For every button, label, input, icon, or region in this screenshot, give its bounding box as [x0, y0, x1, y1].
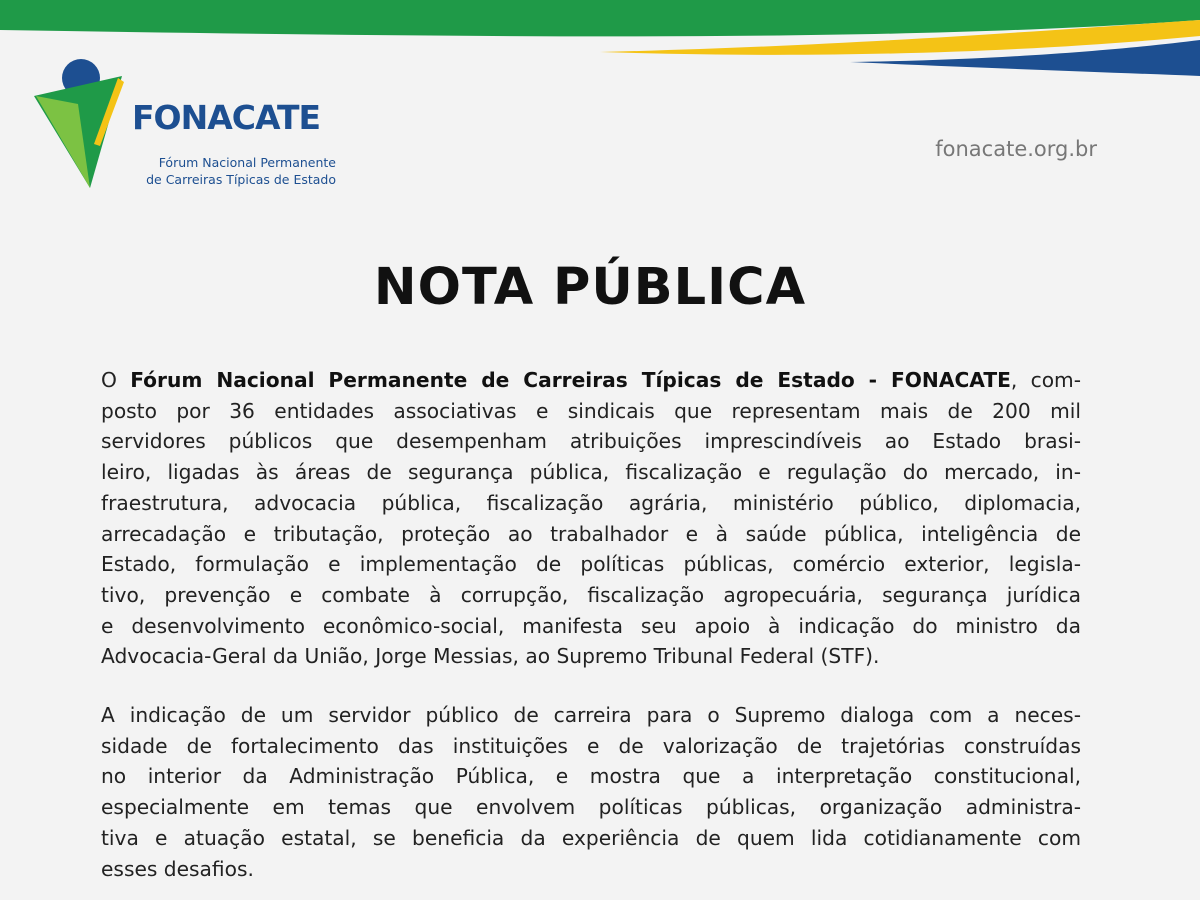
- paragraph-line: arrecadação e tributação, proteção ao trabalhador e à saúde pública, inteligência de: [101, 521, 1081, 546]
- paragraph-line: tiva e atuação estatal, se beneficia da experiência de quem lida cotidianamente com: [101, 825, 1081, 850]
- paragraph-line: esses desafios.: [101, 856, 254, 881]
- paragraph-line: servidores públicos que desempenham atribuições imprescindíveis ao Estado brasi-: [101, 429, 1081, 454]
- paragraph-line: sidade de fortalecimento das instituições e de valorização de trajetórias construídas: [101, 733, 1081, 758]
- paragraph-2: [101, 700, 1081, 884]
- flag-color-banner: [0, 0, 1200, 90]
- brand-name: FONACATE: [132, 98, 321, 137]
- brand-subtitle: [136, 154, 336, 188]
- paragraph-line: no interior da Administração Pública, e mostra que a interpretação constitucional,: [101, 764, 1081, 789]
- paragraph-line: tivo, prevenção e combate à corrupção, fiscalização agropecuária, segurança jurídica: [101, 582, 1081, 607]
- brand-subtitle-line2: de Carreiras Típicas de Estado: [146, 172, 336, 187]
- paragraph-line: posto por 36 entidades associativas e sindicais que representam mais de 200 mil: [101, 398, 1081, 423]
- brand-subtitle-line1: Fórum Nacional Permanente: [158, 155, 336, 170]
- organization-name: Fórum Nacional Permanente de Carreiras Típicas de Estado - FONACATE: [130, 368, 1011, 392]
- fonacate-logo-icon: [30, 58, 130, 190]
- paragraph-line: especialmente em temas que envolvem políticas públicas, organização administra-: [101, 795, 1081, 820]
- paragraph-1: [101, 365, 1081, 672]
- paragraph-line: e desenvolvimento econômico-social, manifesta seu apoio à indicação do ministro da: [101, 613, 1081, 638]
- paragraph-line: A indicação de um servidor público de carreira para o Supremo dialoga com a neces-: [101, 703, 1081, 727]
- paragraph-line: leiro, ligadas às áreas de segurança pública, fiscalização e regulação do mercado, in-: [101, 460, 1081, 485]
- paragraph-line: Advocacia-Geral da União, Jorge Messias, ao Supremo Tribunal Federal (STF).: [101, 644, 880, 669]
- paragraph-line: Estado, formulação e implementação de políticas públicas, comércio exterior, legisla-: [101, 552, 1081, 577]
- paragraph-line: O Fórum Nacional Permanente de Carreiras Típicas de Estado - FONACATE, com-: [101, 368, 1081, 392]
- page-title: NOTA PÚBLICA: [373, 258, 807, 317]
- paragraph-line: fraestrutura, advocacia pública, fiscalização agrária, ministério público, diplomacia,: [101, 490, 1081, 515]
- website-link[interactable]: fonacate.org.br: [935, 137, 1097, 161]
